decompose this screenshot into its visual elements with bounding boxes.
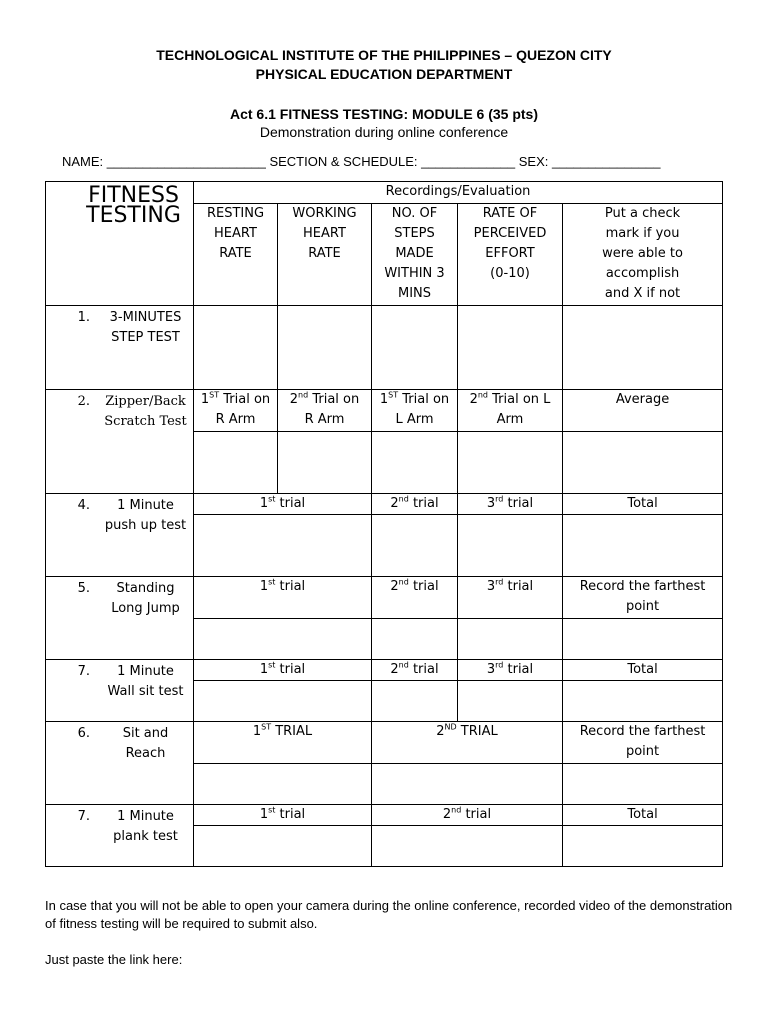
entry-cell[interactable] (563, 681, 723, 722)
entry-cell[interactable] (194, 619, 372, 660)
entry-cell[interactable] (194, 515, 372, 577)
table-row (46, 494, 723, 515)
activity-title: Act 6.1 FITNESS TESTING: MODULE 6 (35 pts) (229, 106, 539, 122)
entry-cell[interactable] (458, 306, 563, 390)
entry-cell[interactable] (194, 826, 372, 867)
entry-cell[interactable] (194, 764, 372, 805)
test-label-plank: 7. 1 Minute plank test (46, 805, 194, 867)
col-check-mark: Put a check mark if you were able to accomplish and X if not (563, 204, 723, 306)
trial-header: 3rd trial (458, 577, 563, 619)
trial-header: 1ST Trial on R Arm (194, 390, 278, 432)
test-label-zipper: 2. Zipper/Back Scratch Test (46, 390, 194, 494)
entry-cell[interactable] (194, 681, 372, 722)
trial-header: 2nd trial (372, 577, 458, 619)
col-resting-heart-rate: RESTING HEART RATE (194, 204, 278, 306)
table-row (46, 805, 723, 826)
test-label-long-jump: 5. Standing Long Jump (46, 577, 194, 660)
entry-cell[interactable] (372, 681, 458, 722)
entry-cell[interactable] (458, 681, 563, 722)
total-header: Total (563, 805, 723, 826)
col-working-heart-rate: WORKING HEART RATE (278, 204, 372, 306)
department-name: PHYSICAL EDUCATION DEPARTMENT (255, 66, 513, 82)
test-label-push-up: 4. 1 Minute push up test (46, 494, 194, 577)
farthest-point-header: Record the farthest point (563, 577, 723, 619)
entry-cell[interactable] (563, 826, 723, 867)
student-info-line: NAME: ______________________ SECTION & SCHEDULE: _____________ SEX: _______________ (62, 154, 661, 169)
table-row (46, 722, 723, 764)
table-row (46, 306, 723, 390)
entry-cell[interactable] (372, 432, 458, 494)
test-label-sit-and-reach: 6. Sit and Reach (46, 722, 194, 805)
test-label-step-test: 1. 3-MINUTES STEP TEST (46, 306, 194, 390)
farthest-point-header: Record the farthest point (563, 722, 723, 764)
table-row (46, 660, 723, 681)
entry-cell[interactable] (194, 306, 278, 390)
total-header: Total (563, 660, 723, 681)
trial-header: 2nd trial (372, 805, 563, 826)
entry-cell[interactable] (563, 619, 723, 660)
entry-cell[interactable] (458, 432, 563, 494)
entry-cell[interactable] (563, 764, 723, 805)
entry-cell[interactable] (458, 515, 563, 577)
table-row (46, 390, 723, 432)
entry-cell[interactable] (278, 306, 372, 390)
entry-cell[interactable] (372, 764, 563, 805)
institute-name: TECHNOLOGICAL INSTITUTE OF THE PHILIPPINES – QUEZON CITY (156, 47, 612, 63)
entry-cell[interactable] (278, 432, 372, 494)
trial-header: 2nd trial (372, 494, 458, 515)
trial-header: 1ST Trial on L Arm (372, 390, 458, 432)
table-title: FITNESS TESTING (46, 182, 194, 306)
entry-cell[interactable] (458, 619, 563, 660)
trial-header: 2nd trial (372, 660, 458, 681)
trial-header: 1ST TRIAL (194, 722, 372, 764)
fitness-testing-table (45, 181, 723, 867)
link-prompt: Just paste the link here: (45, 952, 183, 967)
average-header: Average (563, 390, 723, 432)
col-perceived-effort: RATE OF PERCEIVED EFFORT (0-10) (458, 204, 563, 306)
trial-header: 2nd Trial on R Arm (278, 390, 372, 432)
col-steps: NO. OF STEPS MADE WITHIN 3 MINS (372, 204, 458, 306)
test-label-wall-sit: 7. 1 Minute Wall sit test (46, 660, 194, 722)
camera-note: In case that you will not be able to open your camera during the online conference, recorded video of the demonstration of fitness testing will be required to submit also. (45, 898, 733, 931)
trial-header: 2nd Trial on L Arm (458, 390, 563, 432)
activity-subtitle: Demonstration during online conference (259, 124, 509, 140)
entry-cell[interactable] (372, 826, 563, 867)
trial-header: 2ND TRIAL (372, 722, 563, 764)
trial-header: 3rd trial (458, 494, 563, 515)
trial-header: 1st trial (194, 494, 372, 515)
recordings-header: Recordings/Evaluation (194, 182, 723, 204)
trial-header: 1st trial (194, 805, 372, 826)
trial-header: 3rd trial (458, 660, 563, 681)
entry-cell[interactable] (372, 619, 458, 660)
entry-cell[interactable] (372, 515, 458, 577)
trial-header: 1st trial (194, 660, 372, 681)
trial-header: 1st trial (194, 577, 372, 619)
table-row (46, 577, 723, 619)
total-header: Total (563, 494, 723, 515)
entry-cell[interactable] (372, 306, 458, 390)
entry-cell[interactable] (563, 432, 723, 494)
entry-cell[interactable] (563, 306, 723, 390)
entry-cell[interactable] (194, 432, 278, 494)
entry-cell[interactable] (563, 515, 723, 577)
